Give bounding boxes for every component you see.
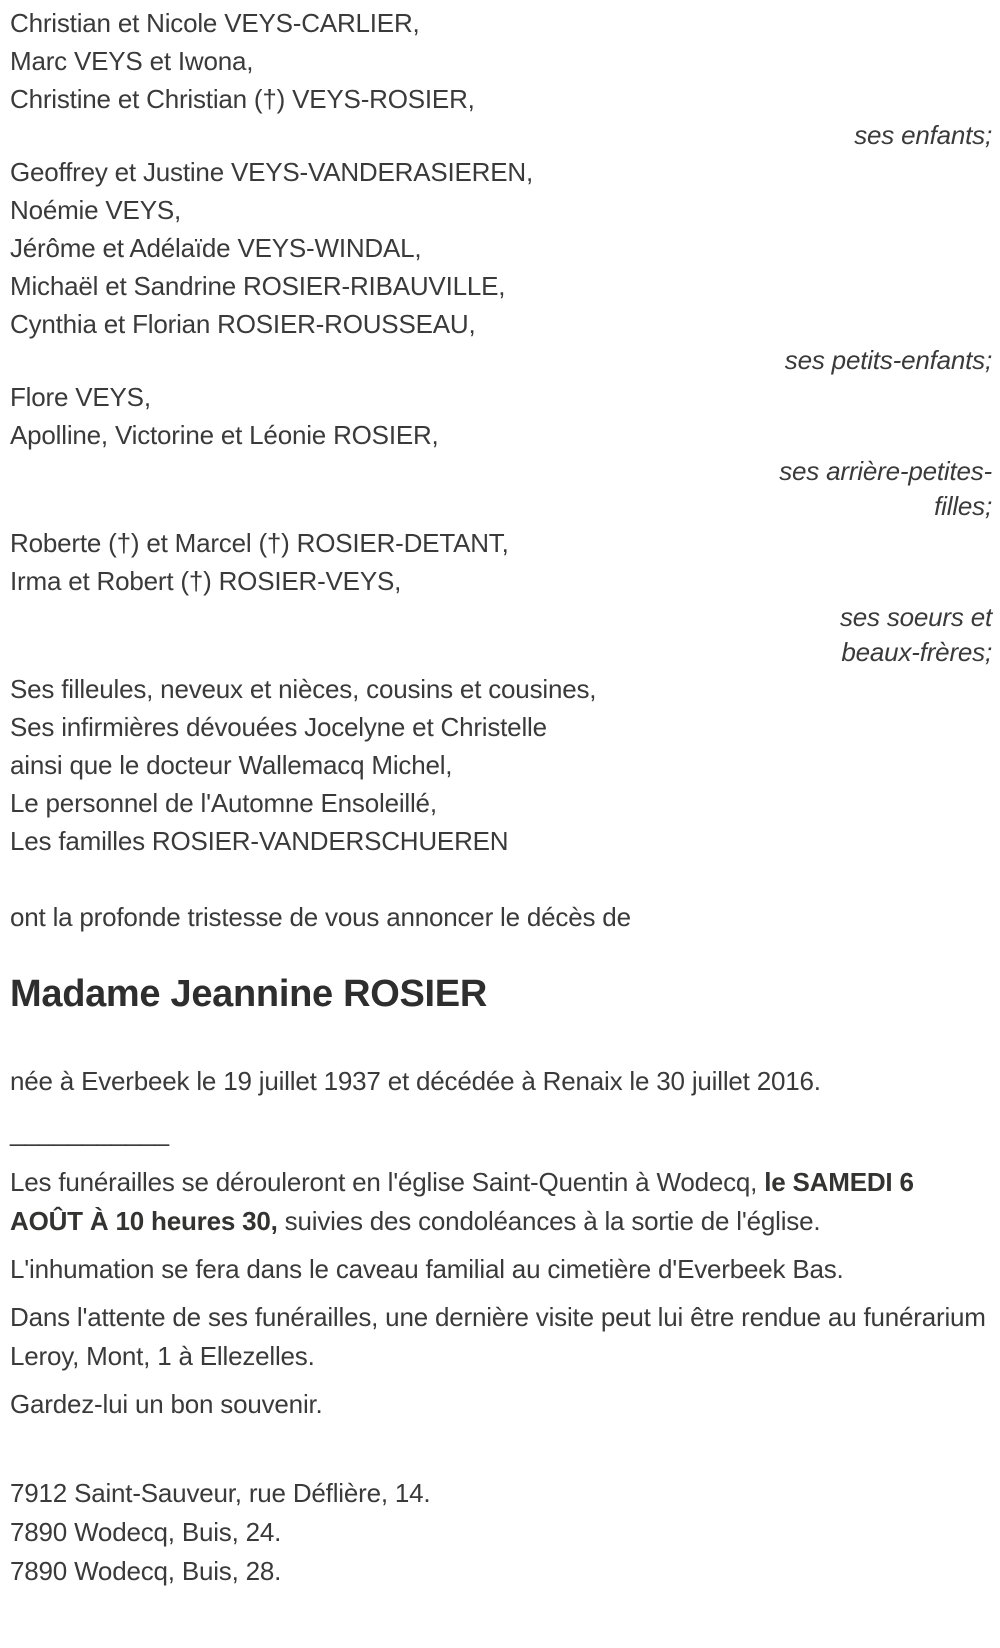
mourner-line: Le personnel de l'Automne Ensoleillé,	[10, 788, 437, 818]
relation-label-great-granddaughters: ses arrière-petites-	[779, 456, 992, 486]
burial-paragraph: L'inhumation se fera dans le caveau familial au cimetière d'Everbeek Bas.	[10, 1254, 844, 1284]
mourner-line: Marc VEYS et Iwona,	[10, 46, 254, 76]
last-visit-paragraph: Dans l'attente de ses funérailles, une dernière visite peut lui être rendue au funérarium Leroy, Mont, 1 à Ellezelles.	[10, 1302, 986, 1371]
mourner-line: Les familles ROSIER-VANDERSCHUEREN	[10, 826, 509, 856]
funeral-datetime-text: le SAMEDI 6 AOÛT À 10 heures 30,	[10, 1167, 914, 1236]
mourner-line: Flore VEYS,	[10, 382, 151, 412]
mourners-section	[10, 4, 992, 860]
relation-label-grandchildren: ses petits-enfants;	[784, 345, 992, 375]
funeral-paragraph	[10, 1163, 992, 1241]
mourner-line: Noémie VEYS,	[10, 195, 182, 225]
funeral-details-section	[10, 1163, 992, 1424]
address-line: 7912 Saint-Sauveur, rue Déflière, 14.	[10, 1478, 431, 1508]
announcement-line: ont la profonde tristesse de vous annoncer le décès de	[10, 902, 631, 932]
mourner-line: Ses infirmières dévouées Jocelyne et Christelle	[10, 712, 547, 742]
farewell-line: Gardez-lui un bon souvenir.	[10, 1389, 323, 1419]
mourner-line: ainsi que le docteur Wallemacq Michel,	[10, 750, 453, 780]
deceased-name-title: Madame Jeannine ROSIER	[10, 973, 487, 1015]
address-line: 7890 Wodecq, Buis, 24.	[10, 1517, 282, 1547]
relation-label-children: ses enfants;	[854, 120, 992, 150]
mourner-line: Cynthia et Florian ROSIER-ROUSSEAU,	[10, 309, 476, 339]
mourner-line: Apolline, Victorine et Léonie ROSIER,	[10, 420, 439, 450]
mourner-line: Irma et Robert (†) ROSIER-VEYS,	[10, 566, 402, 596]
mourner-line: Roberte (†) et Marcel (†) ROSIER-DETANT,	[10, 528, 509, 558]
relation-label-sisters: ses soeurs et	[839, 602, 992, 632]
mourner-line: Ses filleules, neveux et nièces, cousins et cousines,	[10, 674, 597, 704]
mourner-line: Jérôme et Adélaïde VEYS-WINDAL,	[10, 233, 422, 263]
divider-line: ___________	[10, 1117, 170, 1147]
relation-label-great-granddaughters: filles;	[934, 491, 992, 521]
funeral-outro-text: suivies des condoléances à la sortie de l'église.	[277, 1206, 821, 1236]
relation-label-sisters: beaux-frères;	[841, 637, 992, 667]
life-summary-line: née à Everbeek le 19 juillet 1937 et décédée à Renaix le 30 juillet 2016.	[10, 1066, 821, 1096]
mourner-line: Michaël et Sandrine ROSIER-RIBAUVILLE,	[10, 271, 506, 301]
address-line: 7890 Wodecq, Buis, 28.	[10, 1556, 282, 1586]
funeral-intro-text: Les funérailles se dérouleront en l'église Saint-Quentin à Wodecq,	[10, 1167, 765, 1197]
mourner-line: Geoffrey et Justine VEYS-VANDERASIEREN,	[10, 157, 533, 187]
addresses-section	[10, 1474, 992, 1591]
mourner-line: Christian et Nicole VEYS-CARLIER,	[10, 8, 420, 38]
mourner-line: Christine et Christian (†) VEYS-ROSIER,	[10, 84, 475, 114]
